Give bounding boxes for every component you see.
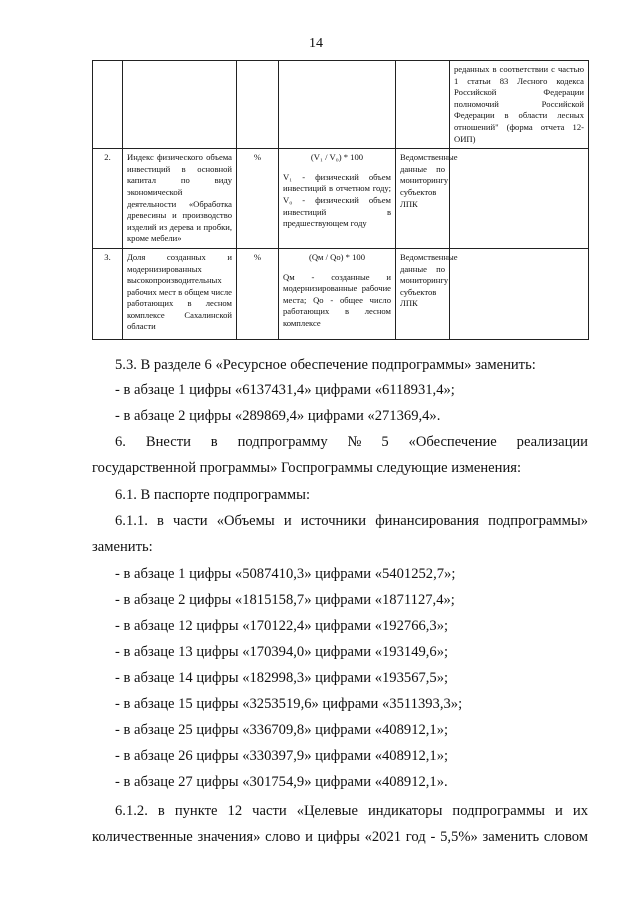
- word: 6.: [115, 434, 126, 450]
- cell-unit: %: [237, 149, 279, 249]
- word: реализации: [516, 434, 588, 450]
- cell-name: Доля созданных и модернизированных высокопроизводительных рабочих мест в общем числе работающих в лесном комплексе Сахалинской области: [123, 248, 237, 339]
- formula-description: Qм - созданные и модернизированные рабочие места; Qо - общее число работающих в лесном комплексе: [283, 271, 391, 328]
- cell-note: [450, 248, 589, 339]
- word: «Обеспечение: [408, 434, 497, 450]
- paragraph-continuation: государственной программы» Госпрограммы следующие изменения:: [92, 460, 522, 476]
- formula-text: (V₁ / V₀) * 100: [310, 152, 364, 163]
- paragraph-continuation: количественные значения» слово и цифры «2021 год - 5,5%» заменить словом: [92, 829, 588, 845]
- word: 5: [381, 434, 389, 450]
- word: №: [347, 434, 362, 450]
- cell-source: Ведомственные данные по мониторингу субъектов ЛПК: [396, 149, 450, 249]
- cell-source: [396, 61, 450, 149]
- paragraph: 6.1. В паспорте подпрограммы:: [115, 487, 311, 503]
- cell-num: [93, 61, 123, 149]
- list-item: - в абзаце 26 цифры «330397,9» цифрами «408912,1»;: [115, 748, 449, 764]
- cell-source: Ведомственные данные по мониторингу субъектов ЛПК: [396, 248, 450, 339]
- list-item: - в абзаце 13 цифры «170394,0» цифрами «193149,6»;: [115, 644, 449, 660]
- table-row: [93, 61, 589, 149]
- cell-num: 2.: [93, 149, 123, 249]
- list-item: - в абзаце 1 цифры «5087410,3» цифрами «5401252,7»;: [115, 566, 456, 582]
- cell-name: Индекс физического объема инвестиций в основной капитал по виду экономической деятельности «Обработка древесины и производство изделий из дерева и пробки, кроме мебели»: [123, 149, 237, 249]
- paragraph-justified: 6.1.2. в пункте 12 части «Целевые индикаторы подпрограммы и их: [115, 803, 588, 819]
- table-row: [93, 248, 589, 339]
- word: в: [210, 434, 218, 450]
- paragraph-continuation: заменить:: [92, 539, 153, 555]
- cell-unit: [237, 61, 279, 149]
- cell-note: [450, 149, 589, 249]
- paragraph-justified: 6.1.1. в части «Объемы и источники финансирования подпрограммы»: [115, 513, 588, 529]
- list-item: - в абзаце 27 цифры «301754,9» цифрами «408912,1».: [115, 774, 448, 790]
- list-item: - в абзаце 25 цифры «336709,8» цифрами «408912,1»;: [115, 722, 449, 738]
- formula-text: (Qм / Qо) * 100: [308, 251, 366, 262]
- cell-formula: [279, 149, 396, 249]
- paragraph: - в абзаце 1 цифры «6137431,4» цифрами «6118931,4»;: [115, 382, 455, 398]
- cell-formula: [279, 61, 396, 149]
- cell-unit: %: [237, 248, 279, 339]
- formula-description: V₁ - физический объем инвестиций в отчетном году; V₀ - физический объем инвестиций в предшествующем году: [283, 171, 391, 229]
- cell-note: реданных в соответствии с частью 1 статьи 83 Лесного кодекса Российской Федерации полномочий Российской Федерации в области лесных отношений" (форма отчета 12-ОИП): [450, 61, 589, 149]
- indicators-table: [92, 60, 589, 340]
- list-item: - в абзаце 2 цифры «1815158,7» цифрами «1871127,4»;: [115, 592, 455, 608]
- table-row: [93, 149, 589, 249]
- cell-name: [123, 61, 237, 149]
- word: Внести: [145, 434, 191, 450]
- cell-num: 3.: [93, 248, 123, 339]
- paragraph: 5.3. В разделе 6 «Ресурсное обеспечение подпрограммы» заменить:: [115, 357, 536, 373]
- page-number: 14: [309, 36, 323, 51]
- list-item: - в абзаце 14 цифры «182998,3» цифрами «193567,5»;: [115, 670, 449, 686]
- cell-formula: [279, 248, 396, 339]
- paragraph: - в абзаце 2 цифры «289869,4» цифрами «271369,4».: [115, 408, 441, 424]
- list-item: - в абзаце 12 цифры «170122,4» цифрами «192766,3»;: [115, 618, 449, 634]
- word: подпрограмму: [237, 434, 328, 450]
- list-item: - в абзаце 15 цифры «3253519,6» цифрами «3511393,3»;: [115, 696, 463, 712]
- paragraph-justified: [115, 433, 588, 451]
